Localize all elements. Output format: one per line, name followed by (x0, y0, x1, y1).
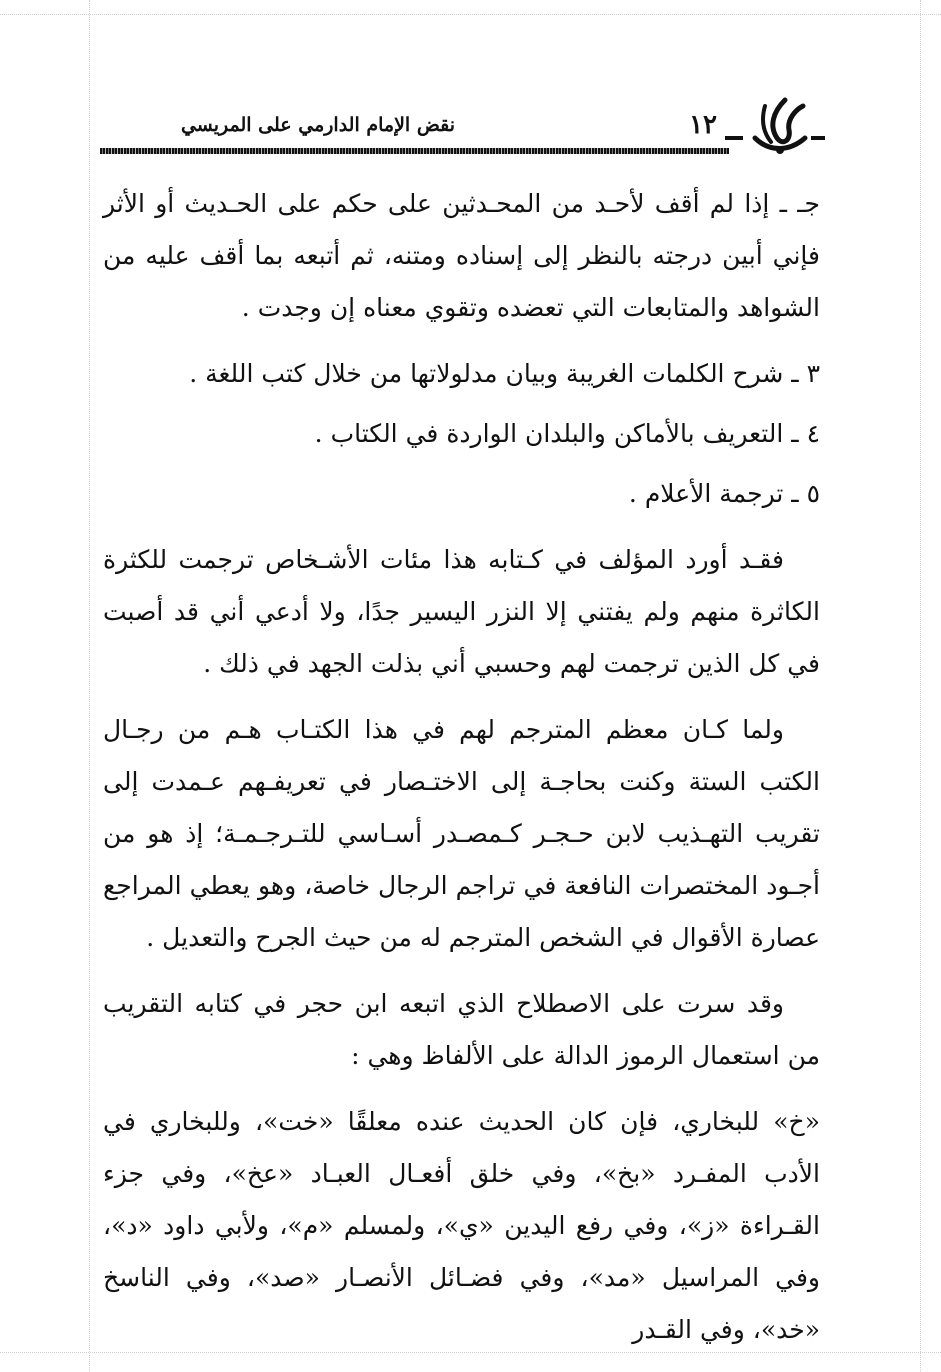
body-text (103, 178, 820, 1370)
scan-guide-line (920, 0, 921, 1372)
paragraph-taqrib: ولما كـان معظم المترجم لهم في هذا الكتـاب هـم من رجـال الكتب الستة وكنت بحاجـة إلى الاختـصار في تعريفـهم عـمدت إلى تقريب التهـذيب لابن حـجـر كـمصـدر أسـاسي للتـرجـمـة؛ إذ هو من أجـود المختصرات النافعة في تراجم الرجال خاصة، وهو يعطي المراجع عصارة الأقوال في الشخص المترجم له من حيث الجرح والتعديل . (103, 715, 820, 952)
running-title: نقض الإمام الدارمي على المريسي (180, 114, 455, 136)
scan-guide-line (0, 14, 941, 15)
page-number: ١٢ (689, 110, 717, 140)
list-item-3: ٣ ـ شرح الكلمات الغريبة وبيان مدلولاتها من خلال كتب اللغة . (189, 359, 820, 388)
paragraph-conventions: وقد سرت على الاصطلاح الذي اتبعه ابن حجر في كتابه التقريب من استعمال الرموز الدالة على الألفاظ وهي : (103, 989, 820, 1070)
list-item-5: ٥ ـ ترجمة الأعلام . (628, 479, 820, 508)
paragraph-method-c: جـ ـ إذا لم أقف لأحـد من المحـدثين على حكم على الحـديث أو الأثر فإني أبين درجته بالنظر إلى إسناده ومتنه، ثم أتبعه بما أقف عليه من الشواهد والمتابعات التي تعضده وتقوي معناه إن وجدت . (103, 189, 820, 322)
paragraph-biographies: فقـد أورد المؤلف في كـتابه هذا مئات الأشـخاص ترجمت للكثرة الكاثرة منهم ولم يفتني إلا النزر اليسير جدًا، ولا أدعي أني قد أصبت في كل الذين ترجمت لهم وحسبي أني بذلت الجهد في ذلك . (103, 545, 820, 678)
paragraph-symbols: «خ» للبخاري، فإن كان الحديث عنده معلقًا «خت»، وللبخاري في الأدب المفـرد «بخ»، وفي خلق أفعـال العبـاد «عخ»، وفي جزء القـراءة «ز»، وفي رفع اليدين «ي»، ولمسلم «م»، ولأبي داود «د»، وفي المراسيل «مد»، وفي فضـائل الأنصـار «صد»، وفي الناسخ «خد»، وفي القـدر (103, 1107, 820, 1344)
header-rule (100, 148, 729, 154)
scan-guide-line (89, 0, 90, 1372)
page-header (100, 92, 825, 164)
list-item-4: ٤ ـ التعريف بالأماكن والبلدان الواردة في الكتاب . (314, 419, 820, 448)
calligraphy-ornament-icon (725, 92, 825, 164)
